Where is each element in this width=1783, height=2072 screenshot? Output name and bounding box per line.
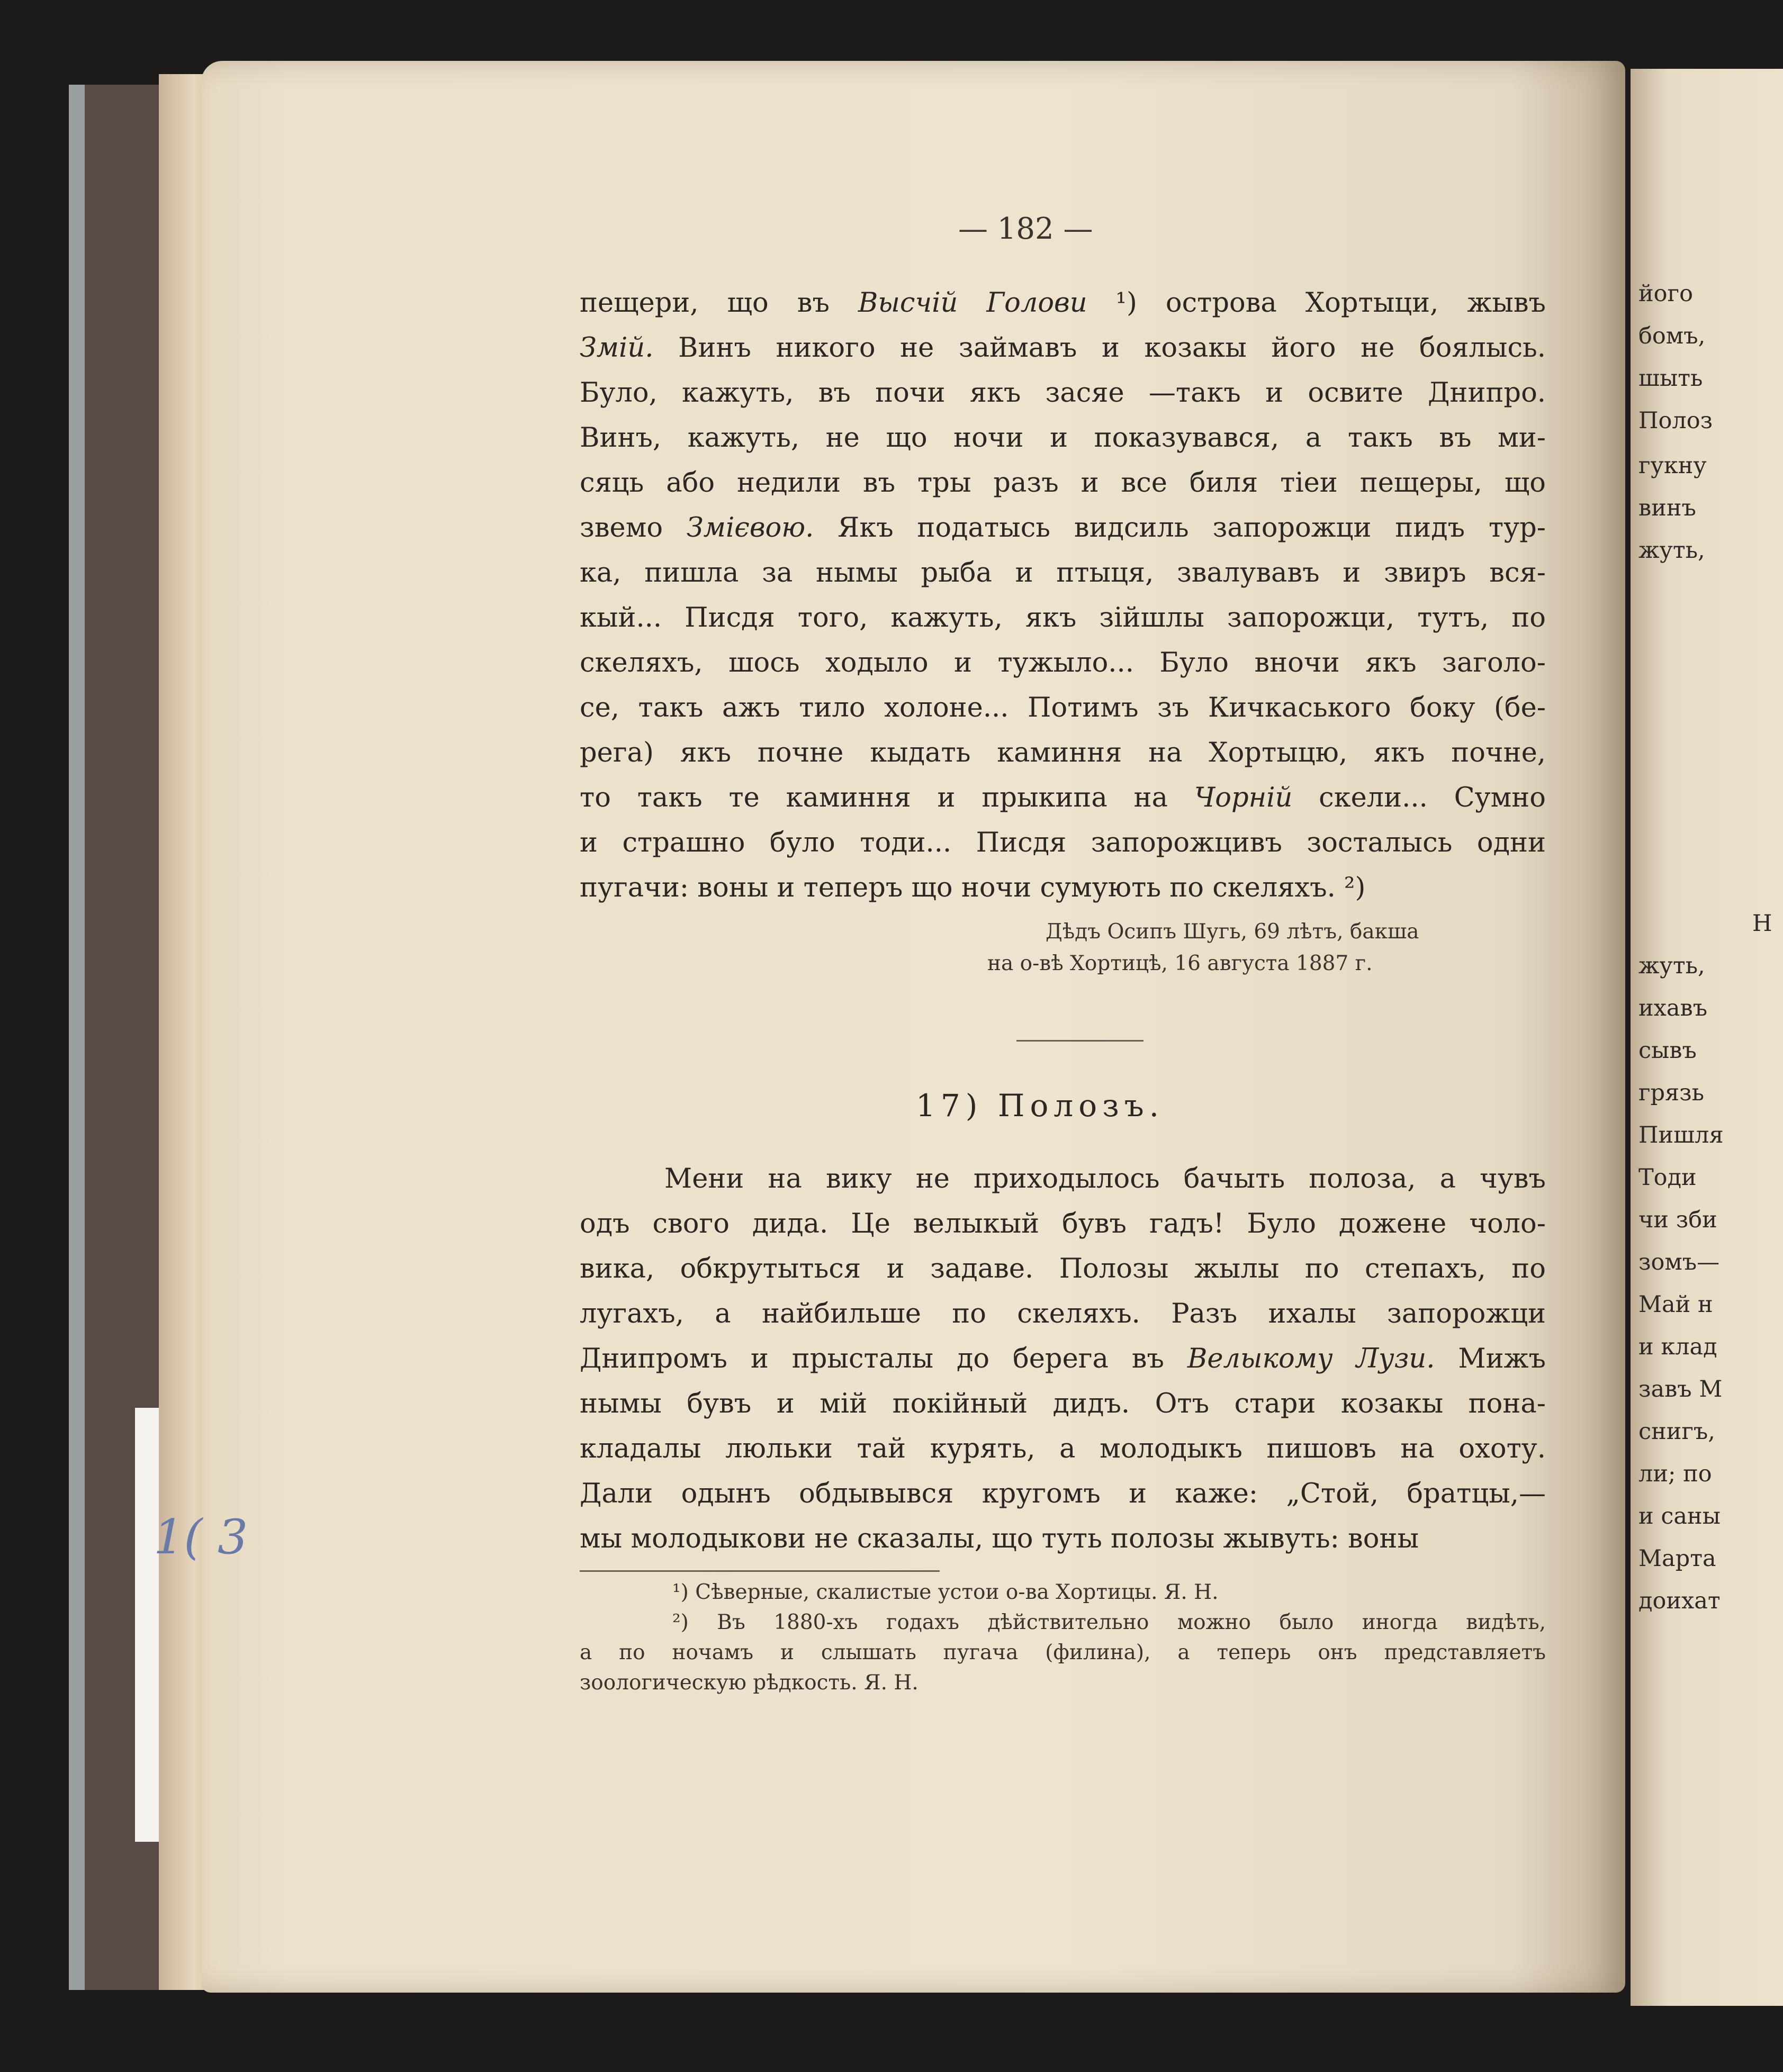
text-line: [580, 553, 1546, 593]
text-run: Мени на вику не приходылось бачыть полоза, а чувъ: [664, 1163, 1546, 1195]
right-page-fragment: завъ М: [1638, 1376, 1723, 1403]
footnote-1: ¹) Сѣверные, скалистые устои о-ва Хортицы. Я. Н.: [672, 1580, 1219, 1604]
right-page-fragment: Пишля: [1638, 1122, 1724, 1148]
text-line: [580, 868, 1546, 908]
text-line: [580, 1204, 1546, 1244]
footnote-rule: [580, 1570, 940, 1572]
text-line: [580, 1294, 1546, 1334]
text-run: Винъ, кажуть, не що ночи и показувався, а такъ въ ми-: [580, 422, 1546, 454]
text-line: [580, 688, 1546, 728]
italic-term: Чорній: [1194, 782, 1293, 813]
text-run: Днипромъ и прысталы до берега въ: [580, 1343, 1187, 1374]
text-line: [580, 598, 1546, 638]
right-page-fragment: ихавъ: [1638, 995, 1708, 1021]
right-page-fragment: и клад: [1638, 1334, 1717, 1360]
right-page-fragment: грязь: [1638, 1080, 1705, 1106]
text-run: звемо: [580, 512, 687, 544]
text-run: и страшно було тоди... Писдя запорожцивъ зосталысь одни: [580, 827, 1546, 858]
text-line: [580, 778, 1546, 818]
section-heading: 17) Полозъ.: [916, 1088, 1165, 1124]
text-run: Мижъ: [1435, 1343, 1546, 1374]
right-page-fragment: Май н: [1638, 1291, 1713, 1318]
text-run: се, такъ ажъ тило холоне... Потимъ зъ Кичкаського боку (бе-: [580, 692, 1546, 723]
text-run: Якъ податысь видсиль запорожци пидъ тур-: [814, 512, 1546, 544]
text-run: лугахъ, а найбильше по скеляхъ. Разъ ихалы запорожци: [580, 1298, 1546, 1329]
text-run: скеляхъ, шось ходыло и тужыло... Було вночи якъ заголо-: [580, 647, 1546, 678]
right-page-fragment: його: [1638, 281, 1693, 307]
right-page-fragment: Тоди: [1638, 1164, 1697, 1191]
italic-term: Высчій Голови: [858, 287, 1087, 319]
text-line: [580, 463, 1546, 503]
text-line: [664, 1159, 1546, 1199]
text-run: рега) якъ почне кыдать каминня на Хортыцю, якъ почне,: [580, 737, 1546, 768]
right-page-fragment: жуть,: [1638, 953, 1705, 979]
text-line: [580, 418, 1546, 458]
footnote-2-line-1: ²) Въ 1880-хъ годахъ дѣйствительно можно было иногда видѣть,: [672, 1610, 1546, 1634]
right-page-fragment: чи зби: [1638, 1207, 1717, 1233]
right-page-fragment: зомъ—: [1638, 1249, 1720, 1275]
text-line: [580, 1339, 1546, 1379]
right-page-fragment: жуть,: [1638, 537, 1705, 564]
right-page-fragment: и саны: [1638, 1503, 1721, 1530]
text-line: [580, 1429, 1546, 1469]
text-run: ¹) острова Хортыци, жывъ: [1087, 287, 1546, 319]
right-page-fragment: гукну: [1638, 453, 1707, 479]
right-page-fragment: Н: [1752, 910, 1772, 937]
text-run: вика, обкрутыться и задаве. Полозы жылы по степахъ, по: [580, 1253, 1546, 1284]
text-run: ка, пишла за нымы рыба и птыця, звалувавъ и звиръ вся-: [580, 557, 1546, 589]
text-line: [580, 643, 1546, 683]
text-run: Винъ никого не займавъ и козакы його не боялысь.: [653, 332, 1546, 364]
text-line: [580, 1384, 1546, 1424]
page-number: — 182 —: [958, 212, 1093, 246]
text-line: [580, 373, 1546, 413]
right-page-fragment: сывъ: [1638, 1037, 1697, 1064]
text-run: пещери, що въ: [580, 287, 858, 319]
text-line: [580, 733, 1546, 773]
text-line: [580, 328, 1546, 368]
text-run: кый... Писдя того, кажуть, якъ зійшлы запорожци, тутъ, по: [580, 602, 1546, 634]
italic-term: Змій.: [580, 332, 654, 364]
text-run: то такъ те каминня и прыкипа на: [580, 782, 1194, 813]
text-run: сяць або недили въ тры разъ и все биля тіеи пещеры, що: [580, 467, 1546, 499]
text-run: Дали одынъ обдывывся кругомъ и каже: „Стой, братцы,—: [580, 1478, 1546, 1509]
right-page-fragment: доихат: [1638, 1588, 1721, 1614]
right-page-fragment: бомъ,: [1638, 323, 1706, 349]
pencil-annotation: 1( 3: [154, 1509, 248, 1565]
text-line: [580, 1519, 1546, 1559]
text-run: скели... Сумно: [1292, 782, 1546, 813]
text-run: одъ свого дида. Це велыкый бувъ гадъ! Було дожене чоло-: [580, 1208, 1546, 1239]
text-line: [580, 283, 1546, 323]
footnote-2-line-3: зоологическую рѣдкость. Я. Н.: [580, 1671, 918, 1695]
text-run: Було, кажуть, въ почи якъ засяе —такъ и освите Днипро.: [580, 377, 1546, 409]
text-line: [580, 823, 1546, 863]
right-page-fragment: ли; по: [1638, 1461, 1712, 1487]
text-run: нымы бувъ и мій покійный дидъ. Отъ стари козакы пона-: [580, 1388, 1546, 1419]
text-line: [580, 1249, 1546, 1289]
right-page-fragment: Полоз: [1638, 408, 1713, 434]
text-run: пугачи: воны и теперъ що ночи сумують по скеляхъ. ²): [580, 872, 1366, 903]
right-page-fragment: Марта: [1638, 1545, 1716, 1572]
text-line: [580, 508, 1546, 548]
right-page-fragment: шыть: [1638, 365, 1703, 392]
signature-line-2: на о-вѣ Хортицѣ, 16 августа 1887 г.: [987, 952, 1373, 975]
right-page-fragment: снигъ,: [1638, 1418, 1715, 1445]
italic-term: Велыкому Лузи.: [1187, 1343, 1435, 1374]
signature-line-1: Дѣдъ Осипъ Шугь, 69 лѣтъ, бакша: [1046, 920, 1419, 944]
text-line: [580, 1474, 1546, 1514]
text-run: кладалы люльки тай курять, а молодыкъ пишовъ на охоту.: [580, 1433, 1546, 1464]
italic-term: Змієвою.: [686, 512, 814, 544]
footnote-2-line-2: а по ночамъ и слышать пугача (филина), а теперь онъ представляетъ: [580, 1641, 1546, 1664]
right-page-fragment: винъ: [1638, 495, 1696, 521]
text-run: мы молодыкови не сказалы, що туть полозы жывуть: воны: [580, 1523, 1419, 1554]
section-divider: [1016, 1040, 1143, 1042]
